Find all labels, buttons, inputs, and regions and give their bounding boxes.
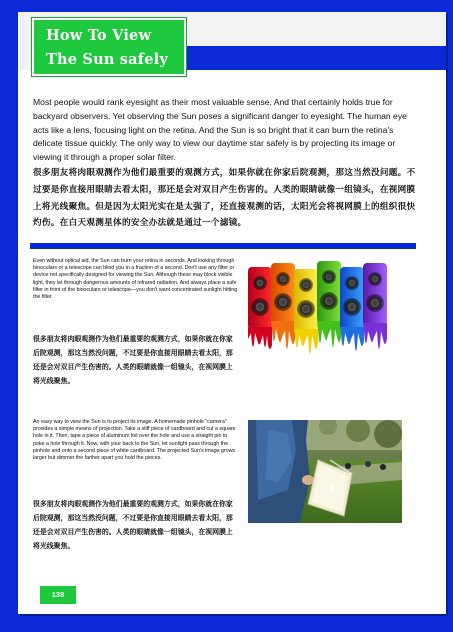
section2-paragraph-chinese: 很多朋友将肉眼观测作为他们最重要的观测方式，如果你就在你家后院观测，那这当然没问题，不过要是你直接用眼睛去看太阳，那还是会对双目产生伤害的。人类的眼睛就像一组镜头，在视网膜上将光线聚焦。 [33,500,233,550]
section2-paragraph: An easy way to view the Sun is to project its image. A homemade pinhole "camera" provides a simple means of projection. Take a stiff piece of cardboard and cut a square hole in it. Then, tape a piece of aluminum foil over the hole and use a straight pin to poke a hole through it. Now, with your back to the Sun, let sunlight pass through the pinhole and onto a second piece of white cardboard. The projected Sun's image grows larger but dimmer the farther apart you hold the pieces. [33,419,236,462]
title-line-2: The Sun safely [46,51,168,68]
intro-paragraph: Most people would rank eyesight as their most valuable sense. And that certainly holds true for backyard observers. Yet observing the Sun poses a significant danger to eyesight. The human eye acts like a lens, focusing light on the retina. And the Sun is so bright that it can burn the retina's delicate tissue quickly. The only way to view our daytime star safely is by projecting its image or viewing it through a proper solar filter. [33,97,407,163]
section1-paragraph: Even without optical aid, the Sun can burn your retina in seconds. And looking through binoculars or a telescope can blind you in a fraction of a second. Don't use any filter or device not specifically designed for viewing the Sun. Although these may block visible light, they let through dangerous amounts of infrared radiation. And always place a safe filter in front of the binoculars or telescope—you don't want concentrated sunlight hitting the filter. [33,258,238,301]
title-badge [32,18,186,76]
dripping-speakers-image [245,249,393,379]
title-line-1: How To View [46,27,152,44]
pinhole-projection-photo [248,420,402,523]
intro-paragraph-chinese: 很多朋友将肉眼观测作为他们最重要的观测方式，如果你就在你家后院观测，那这当然没问题。不过要是你直接用眼睛去看太阳，那还是会对双目产生伤害的。人类的眼睛就像一组镜头，在视网膜上将光线聚焦。但是因为太阳光实在是太强了，还直接观测的话，太阳光会将视网膜上的组织很快灼伤。在白天观测星体的安全办法就是通过一个滤镜。 [33,168,416,229]
header-blue-bar [166,46,446,70]
section1-paragraph-chinese: 很多朋友将肉眼观测作为他们最重要的观测方式，如果你就在你家后院观测，那这当然没问题，不过要是你直接用眼睛去看太阳，那还是会对双目产生伤害的。人类的眼睛就像一组镜头，在视网膜上将光线聚焦。 [33,335,233,385]
page-number: 138 [38,584,78,606]
